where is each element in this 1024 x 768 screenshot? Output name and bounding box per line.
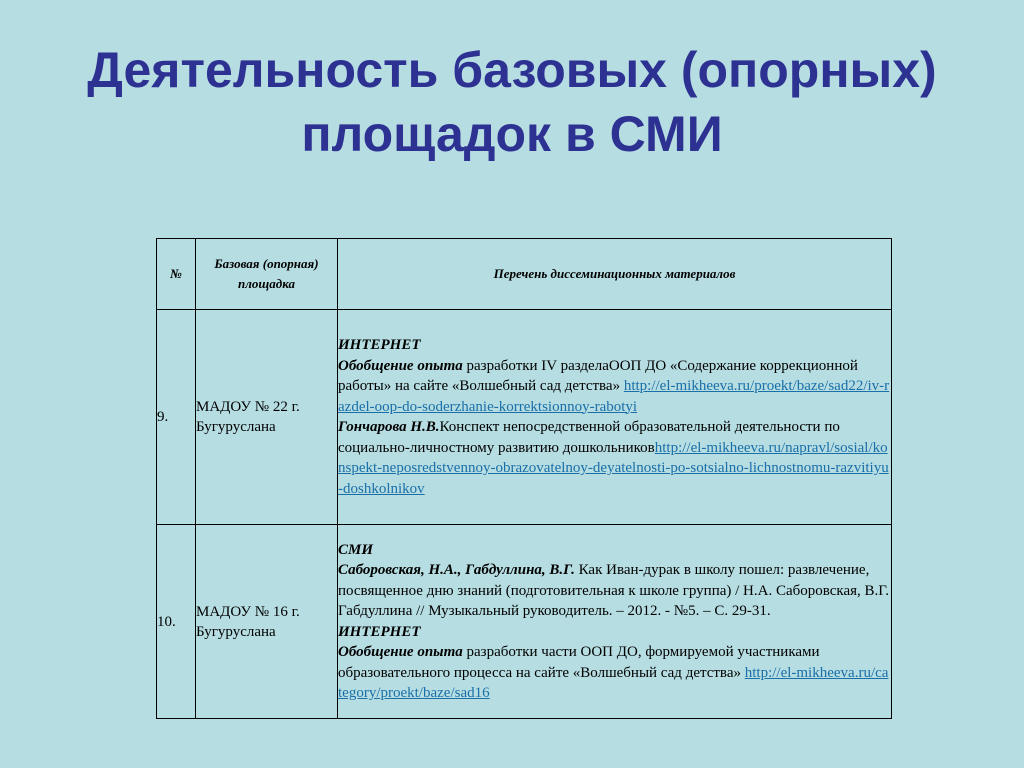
material-author: Обобщение опыта <box>338 644 463 660</box>
header-place: Базовая (опорная) площадка <box>196 239 338 310</box>
material-author: Саборовская, Н.А., Габдуллина, В.Г. <box>338 562 575 578</box>
row-num: 10. <box>157 525 196 719</box>
material-link[interactable]: http://el-mikheeva.ru/category/proekt/baze/sad16 <box>338 664 889 701</box>
material-item <box>338 358 889 415</box>
section-label: СМИ <box>338 541 374 558</box>
header-materials: Перечень диссеминационных материалов <box>338 239 892 310</box>
material-text: разработки части ООП ДО, формируемой участниками образовательного процесса на сайте «Волшебный сад детства» <box>338 644 820 681</box>
section-label: ИНТЕРНЕТ <box>338 623 421 640</box>
table-row <box>157 525 892 719</box>
row-num: 9. <box>157 310 196 525</box>
row-place: МАДОУ № 16 г. Бугуруслана <box>196 525 338 719</box>
material-item <box>338 644 888 701</box>
material-item <box>338 419 889 497</box>
material-text: разработки IV разделаООП ДО «Содержание коррекционной работы» на сайте «Волшебный сад детства» <box>338 357 858 394</box>
slide-title-line2: площадок в СМИ <box>301 106 723 162</box>
material-author: Гончарова Н.В. <box>338 419 440 435</box>
row-materials <box>338 310 892 525</box>
slide-title-line1: Деятельность базовых (опорных) <box>87 42 937 98</box>
section-label: ИНТЕРНЕТ <box>338 337 421 353</box>
slide-title <box>0 38 1024 166</box>
header-num: № <box>157 239 196 310</box>
row-materials <box>338 525 892 719</box>
material-item <box>338 562 889 619</box>
material-link[interactable]: http://el-mikheeva.ru/proekt/baze/sad22/iv-razdel-oop-do-soderzhanie-korrektsionnoy-rabotyi <box>338 378 890 415</box>
materials-table <box>156 238 892 719</box>
material-text: Конспект непосредственной образовательной деятельности по социально-личностному развитию дошкольников <box>338 419 840 456</box>
table-row <box>157 310 892 525</box>
row-place: МАДОУ № 22 г. Бугуруслана <box>196 310 338 525</box>
material-link[interactable]: http://el-mikheeva.ru/napravl/sosial/konspekt-neposredstvennoy-obrazovatelnoy-deyatelnosti-po-sotsialno-lichnostnomu-razvitiyu-doshkolnikov <box>338 439 889 497</box>
material-author: Обобщение опыта <box>338 357 463 374</box>
material-text: Как Иван-дурак в школу пошел: развлечение, посвященное дню знаний (подготовительная к школе группа) / Н.А. Саборовская, В.Г. Габдуллина // Музыкальный руководитель. – 2012. - №5. – С. 29-31. <box>338 562 890 619</box>
table-header-row <box>157 239 892 310</box>
